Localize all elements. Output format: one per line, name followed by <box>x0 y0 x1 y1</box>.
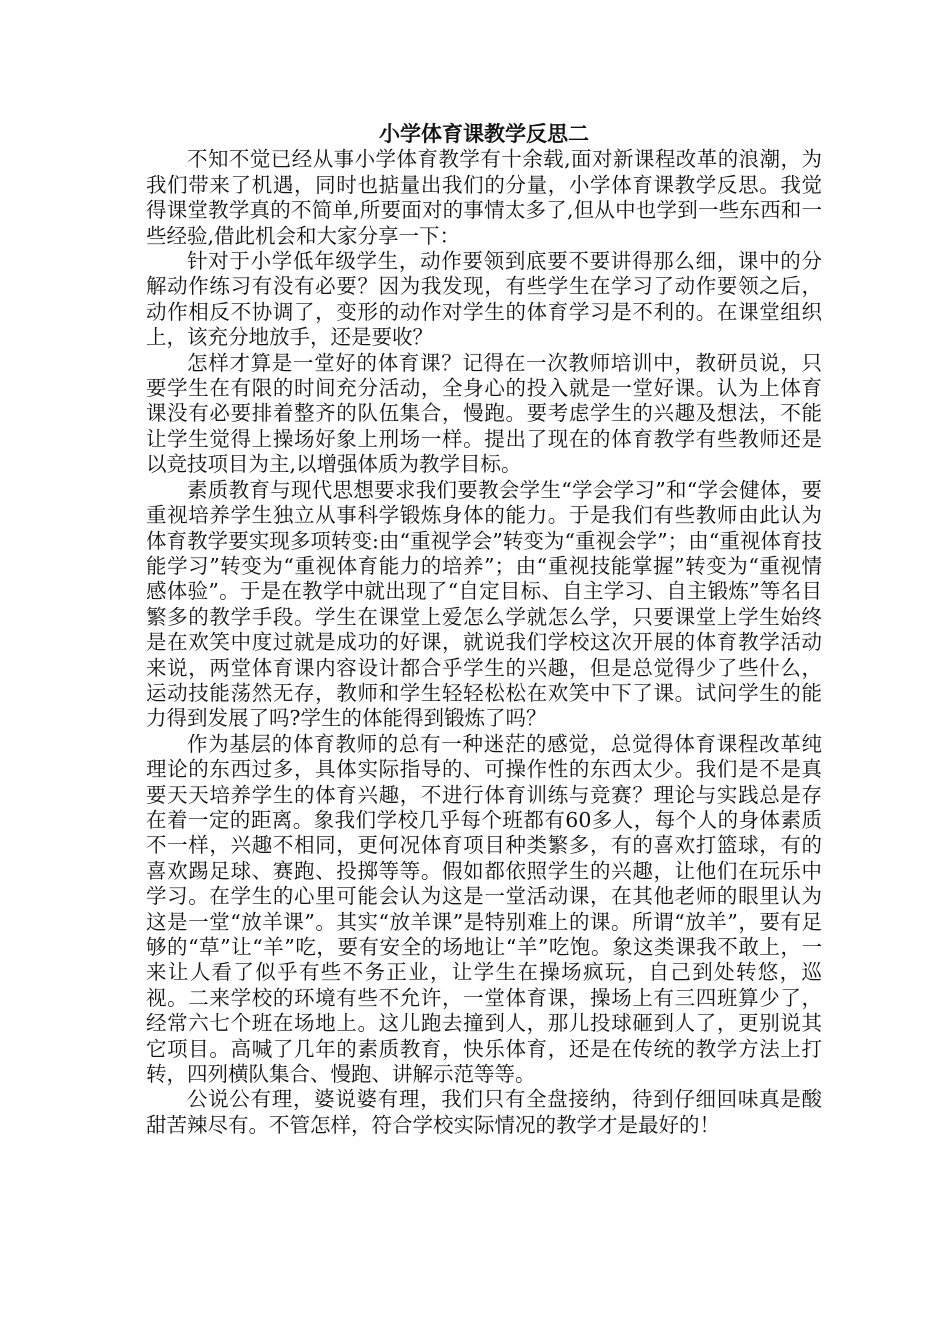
paragraph-theory-practice: 作为基层的体育教师的总有一种迷茫的感觉，总觉得体育课程改革纯理论的东西过多，具体实际指导的、可操作性的东西太少。我们是不是真要天天培养学生的体育兴趣，不进行体育训练与竞赛？理论与实践总是存在着一定的距离。象我们学校几乎每个班都有60多人，每个人的身体素质不一样，兴趣不相同，更何况体育项目种类繁多，有的喜欢打篮球，有的喜欢踢足球、赛跑、投掷等等。假如都依照学生的兴趣，让他们在玩乐中学习。在学生的心里可能会认为这是一堂活动课，在其他老师的眼里认为这是一堂“放羊课”。其实“放羊课”是特别难上的课。所谓“放羊”，要有足够的“草”让“羊”吃，要有安全的场地让“羊”吃饱。象这类课我不敢上，一来让人看了似乎有些不务正业，让学生在操场疯玩，自己到处转悠，巡视。二来学校的环境有些不允许，一堂体育课，操场上有三四班算少了，经常六七个班在场地上。这儿跑去撞到人，那儿投球砸到人了，更别说其它项目。高喊了几年的素质教育，快乐体育，还是在传统的教学方法上打转，四列横队集合、慢跑、讲解示范等等。 <box>146 731 822 1087</box>
document-title: 小学体育课教学反思二 <box>379 122 589 146</box>
paragraph-good-lesson: 怎样才算是一堂好的体育课？记得在一次教师培训中，教研员说，只要学生在有限的时间充分活动，全身心的投入就是一堂好课。认为上体育课没有必要排着整齐的队伍集合，慢跑。要考虑学生的兴趣及想法，不能让学生觉得上操场好象上刑场一样。提出了现在的体育教学有些教师还是以竞技项目为主,以增强体质为教学目标。 <box>146 350 822 477</box>
paragraph-quality-education: 素质教育与现代思想要求我们要教会学生“学会学习”和“学会健体，要重视培养学生独立从事科学锻炼身体的能力。于是我们有些教师由此认为体育教学要实现多项转变:由“重视学会”转变为“重视会学”；由“重视体育技能学习”转变为“重视体育能力的培养”；由“重视技能掌握”转变为“重视情感体验”。于是在教学中就出现了“自定目标、自主学习、自主锻炼”等名目繁多的教学手段。学生在课堂上爱怎么学就怎么学，只要课堂上学生始终是在欢笑中度过就是成功的好课，就说我们学校这次开展的体育教学活动来说，两堂体育课内容设计都合乎学生的兴趣，但是总觉得少了些什么，运动技能荡然无存，教师和学生轻轻松松在欢笑中下了课。试问学生的能力得到发展了吗?学生的体能得到锻炼了吗？ <box>146 477 822 731</box>
document-body <box>146 122 822 1138</box>
paragraph-conclusion: 公说公有理，婆说婆有理，我们只有全盘接纳，待到仔细回味真是酸甜苦辣尽有。不管怎样，符合学校实际情况的教学才是最好的！ <box>146 1087 822 1137</box>
paragraph-movement-essentials: 针对于小学低年级学生，动作要领到底要不要讲得那么细，课中的分解动作练习有没有必要？因为我发现，有些学生在学习了动作要领之后，动作相反不协调了，变形的动作对学生的体育学习是不利的。在课堂组织上，该充分地放手，还是要收？ <box>146 249 822 350</box>
paragraph-intro: 不知不觉已经从事小学体育教学有十余载,面对新课程改革的浪潮，为我们带来了机遇，同时也掂量出我们的分量，小学体育课教学反思。我觉得课堂教学真的不简单,所要面对的事情太多了,但从中也学到一些东西和一些经验,借此机会和大家分享一下： <box>146 147 822 248</box>
